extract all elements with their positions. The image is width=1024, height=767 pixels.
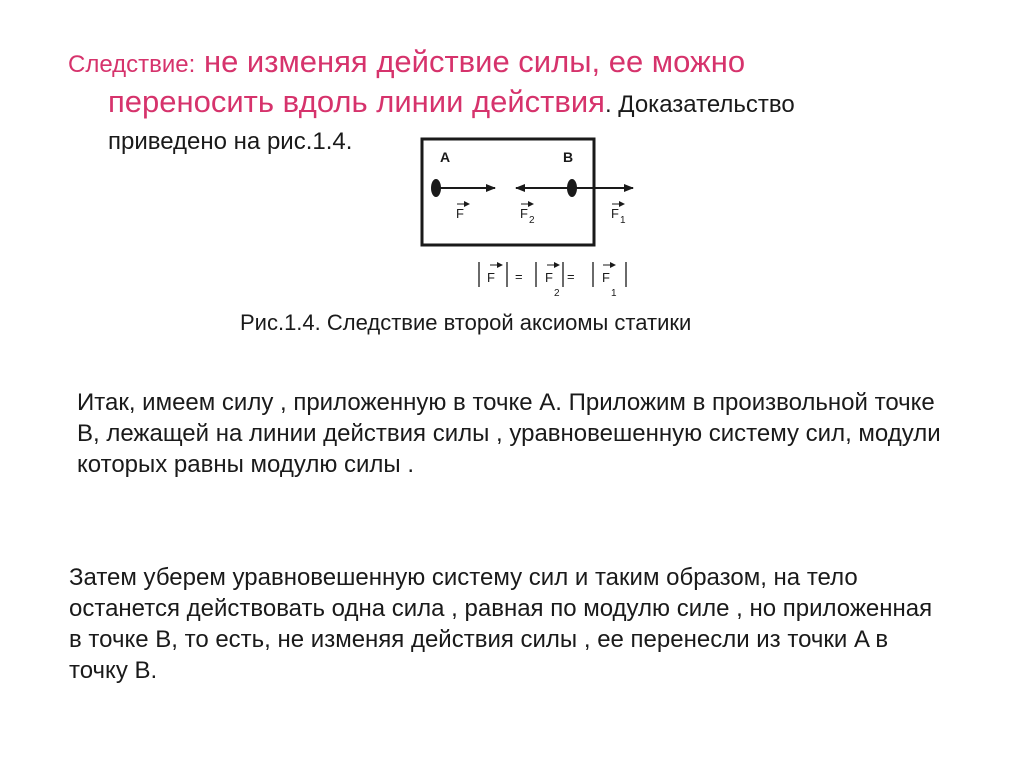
modulus-equation (479, 262, 626, 299)
force-f2-label: F (520, 206, 528, 221)
eq-f-label: F (487, 270, 495, 285)
heading-line-3: приведено на рис.1.4. (108, 128, 353, 155)
force-f-label: F (456, 206, 464, 221)
eq-f1-label: F (602, 270, 610, 285)
point-a-label: A (440, 149, 451, 165)
eq-f2-label: F (545, 270, 553, 285)
heading-pink-line-2: переносить вдоль линии действия (108, 84, 605, 119)
figure-caption: Рис.1.4. Следствие второй аксиомы статики (240, 310, 692, 335)
heading-dark-line-2: . Доказательство (604, 91, 795, 118)
paragraph-2: Затем уберем уравновешенную систему сил и таким образом, на тело останется действовать одна сила , равная по модулю силе , но приложенная в точке B, то есть, не изменяя действия силы , ее перенесли из точки A в точку B. (69, 564, 933, 684)
paragraph-1: Итак, имеем силу , приложенную в точке A. Приложим в произвольной точке B, лежащей на линии действия силы , уравновешенную систему сил, модули которых равны модулю силы . (77, 389, 941, 478)
heading-pink-line-1: не изменяя действие силы, ее можно (203, 44, 746, 79)
force-f1-label: F (611, 206, 619, 221)
heading-label: Следствие: (68, 51, 196, 78)
eq-sign-2: = (567, 269, 575, 284)
force-f2-subscript: 2 (529, 215, 535, 226)
eq-f2-subscript: 2 (554, 288, 560, 299)
eq-sign-1: = (515, 269, 523, 284)
force-f1-subscript: 1 (620, 215, 626, 226)
point-b-label: B (563, 149, 574, 165)
eq-f1-subscript: 1 (611, 288, 617, 299)
